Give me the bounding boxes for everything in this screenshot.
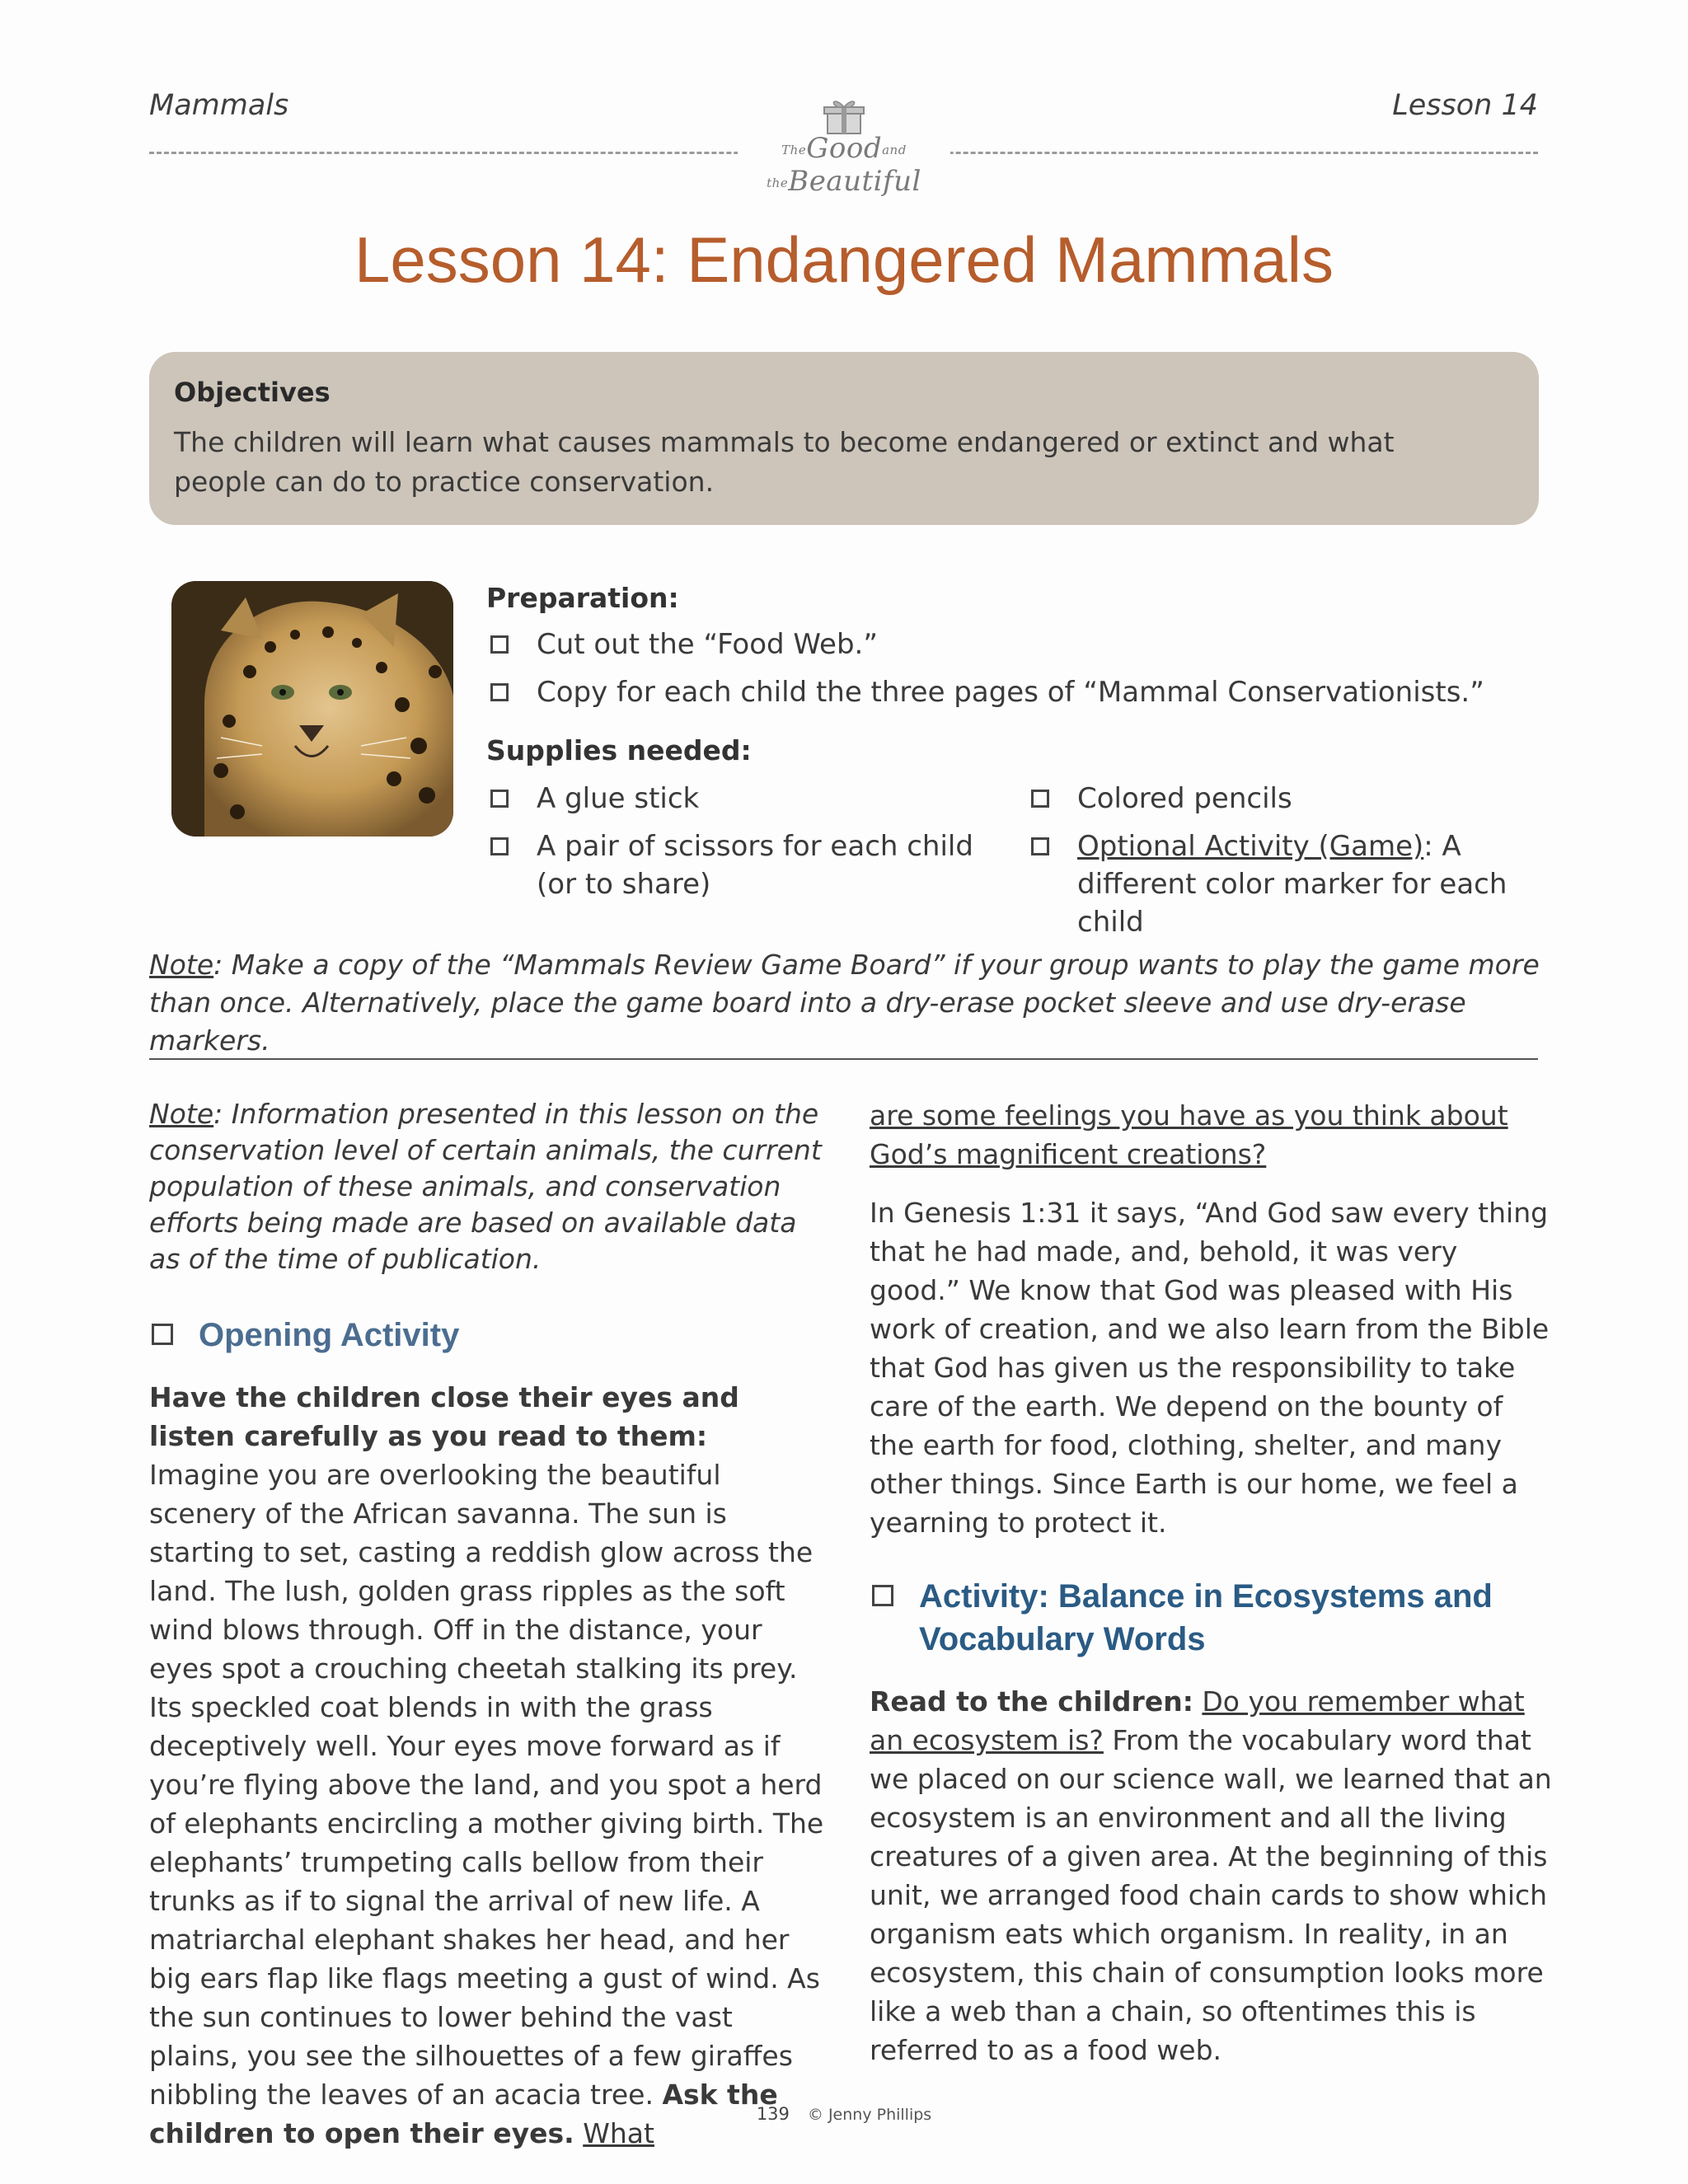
supplies-list [486,780,1541,939]
preparation-label: Preparation: [486,582,679,614]
optional-activity-link[interactable]: Optional Activity (Game) [1077,830,1424,863]
note-label: Note [149,1098,214,1130]
leopard-photo [171,581,453,837]
supplies-right-col [1027,780,1538,941]
ecosystems-activity-heading [870,1575,1554,1661]
supply-glue-stick [486,780,997,818]
leopard-illustration [171,581,453,837]
question-start: What [583,2117,654,2149]
opening-activity-heading [149,1314,825,1357]
objectives-text: The children will learn what causes mammals to become endangered or extinct and what people can do to practice conservation. [174,426,1395,498]
supply-colored-pencils [1027,780,1538,818]
heading-text: Activity: Balance in Ecosystems and Vocabulary Words [919,1578,1493,1657]
information-note [149,1096,825,1277]
supplies-left-col [486,780,997,903]
checkbox-icon[interactable] [490,837,509,855]
supply-text: A glue stick [537,782,700,815]
brand-logo [738,97,950,198]
objectives-box [149,352,1539,525]
section-divider [149,1058,1538,1060]
gift-icon [819,97,869,135]
note-text: : Make a copy of the “Mammals Review Game Board” if your group wants to play the game more than once. Alternatively, place the game board into a dry-erase pocket sleeve and use dry-erase markers. [149,949,1540,1057]
supply-scissors [486,827,997,903]
checkbox-icon[interactable] [490,790,509,808]
logo-beautiful: Beautiful [788,165,921,198]
supply-text: Colored pencils [1077,782,1292,815]
instruction-bold: Read to the children: [870,1685,1193,1718]
instruction-bold: Ask the children to open their eyes. [149,2079,778,2149]
genesis-paragraph: In Genesis 1:31 it says, “And God saw every thing that he had made, and, behold, it was very good.” We know that God was pleased with His work of creation, and we also learn from the Bible that God has given us the responsibility to take care of the earth. We depend on the bounty of the earth for food, clothing, shelter, and many other things. Since Earth is our home, we feel a yearning to protect it. [870,1197,1550,1539]
checkbox-icon[interactable] [490,683,509,701]
objectives-title: Objectives [174,377,331,408]
ecosystem-text: From the vocabulary word that we placed on our science wall, we learned that an ecosystem is an environment and all the living creatures of a given area. At the beginning of this unit, we arranged food chain cards to show which organism eats which organism. In reality, in an ecosystem, this chain of consumption looks more like a web than a chain, so oftentimes this is referred to as a food web. [870,1724,1552,2066]
checkbox-icon[interactable] [872,1585,893,1606]
note-label: Note [149,949,214,981]
header-unit-title: Mammals [149,89,289,122]
note-text: : Information presented in this lesson on the conservation level of certain animals, the current population of these animals, and conservation efforts being made are based on available data as of the time of publication. [149,1098,822,1275]
supply-text: : A different color marker for each child [1077,830,1507,939]
prep-item-copy-pages [486,673,1541,711]
right-column [870,1096,1554,2069]
page-title: Lesson 14: Endangered Mammals [354,223,1334,296]
left-column [149,1096,825,2153]
opening-activity-text [149,1378,825,2153]
logo-good: Good [806,132,883,165]
logo-the: The [781,143,807,157]
question-continuation: are some feelings you have as you think about God’s magnificent creations? [870,1099,1508,1170]
checkbox-icon[interactable] [1031,837,1049,855]
prep-item-text: Copy for each child the three pages of “Mammal Conservationists.” [537,676,1484,709]
instruction-bold: Have the children close their eyes and listen carefully as you read to them: [149,1381,739,1452]
game-board-note [149,946,1550,1060]
story-text: Imagine you are overlooking the beautiful scenery of the African savanna. The sun is starting to set, casting a reddish glow across the land. The lush, golden grass ripples as the soft wind blows through. Off in the distance, your eyes spot a crouching cheetah stalking its prey. Its speckled coat blends in with the grass deceptively well. Your eyes move forward as if you’re flying above the land, and you spot a herd of elephants encircling a mother giving birth. The elephants’ trumpeting calls bellow from their trunks as if to signal the arrival of new life. A matriarchal elephant shakes her head, and her big ears flap like flags meeting a gust of wind. As the sun continues to lower behind the vast plains, you see the silhouettes of a few giraffes nibbling the leaves of an acacia tree. [149,1459,824,2111]
heading-text: Opening Activity [199,1317,460,1353]
supply-text: A pair of scissors for each child (or to share) [537,830,973,901]
ecosystem-question: Do you remember what an ecosystem is? [870,1685,1525,1756]
checkbox-icon[interactable] [490,635,509,654]
ecosystem-paragraph [870,1682,1554,2069]
logo-wordmark [738,132,950,198]
copyright: © Jenny Phillips [807,2106,932,2124]
preparation-section [486,582,1541,939]
header-lesson-number: Lesson 14 [1392,89,1538,122]
prep-item-food-web [486,626,1541,663]
page-footer [0,2104,1688,2124]
supply-optional-game [1027,827,1538,941]
supplies-label: Supplies needed: [486,734,752,766]
page-number: 139 [756,2104,790,2124]
logo-and: and the [767,143,907,190]
checkbox-icon[interactable] [152,1324,173,1345]
checkbox-icon[interactable] [1031,790,1049,808]
prep-item-text: Cut out the “Food Web.” [537,628,878,661]
